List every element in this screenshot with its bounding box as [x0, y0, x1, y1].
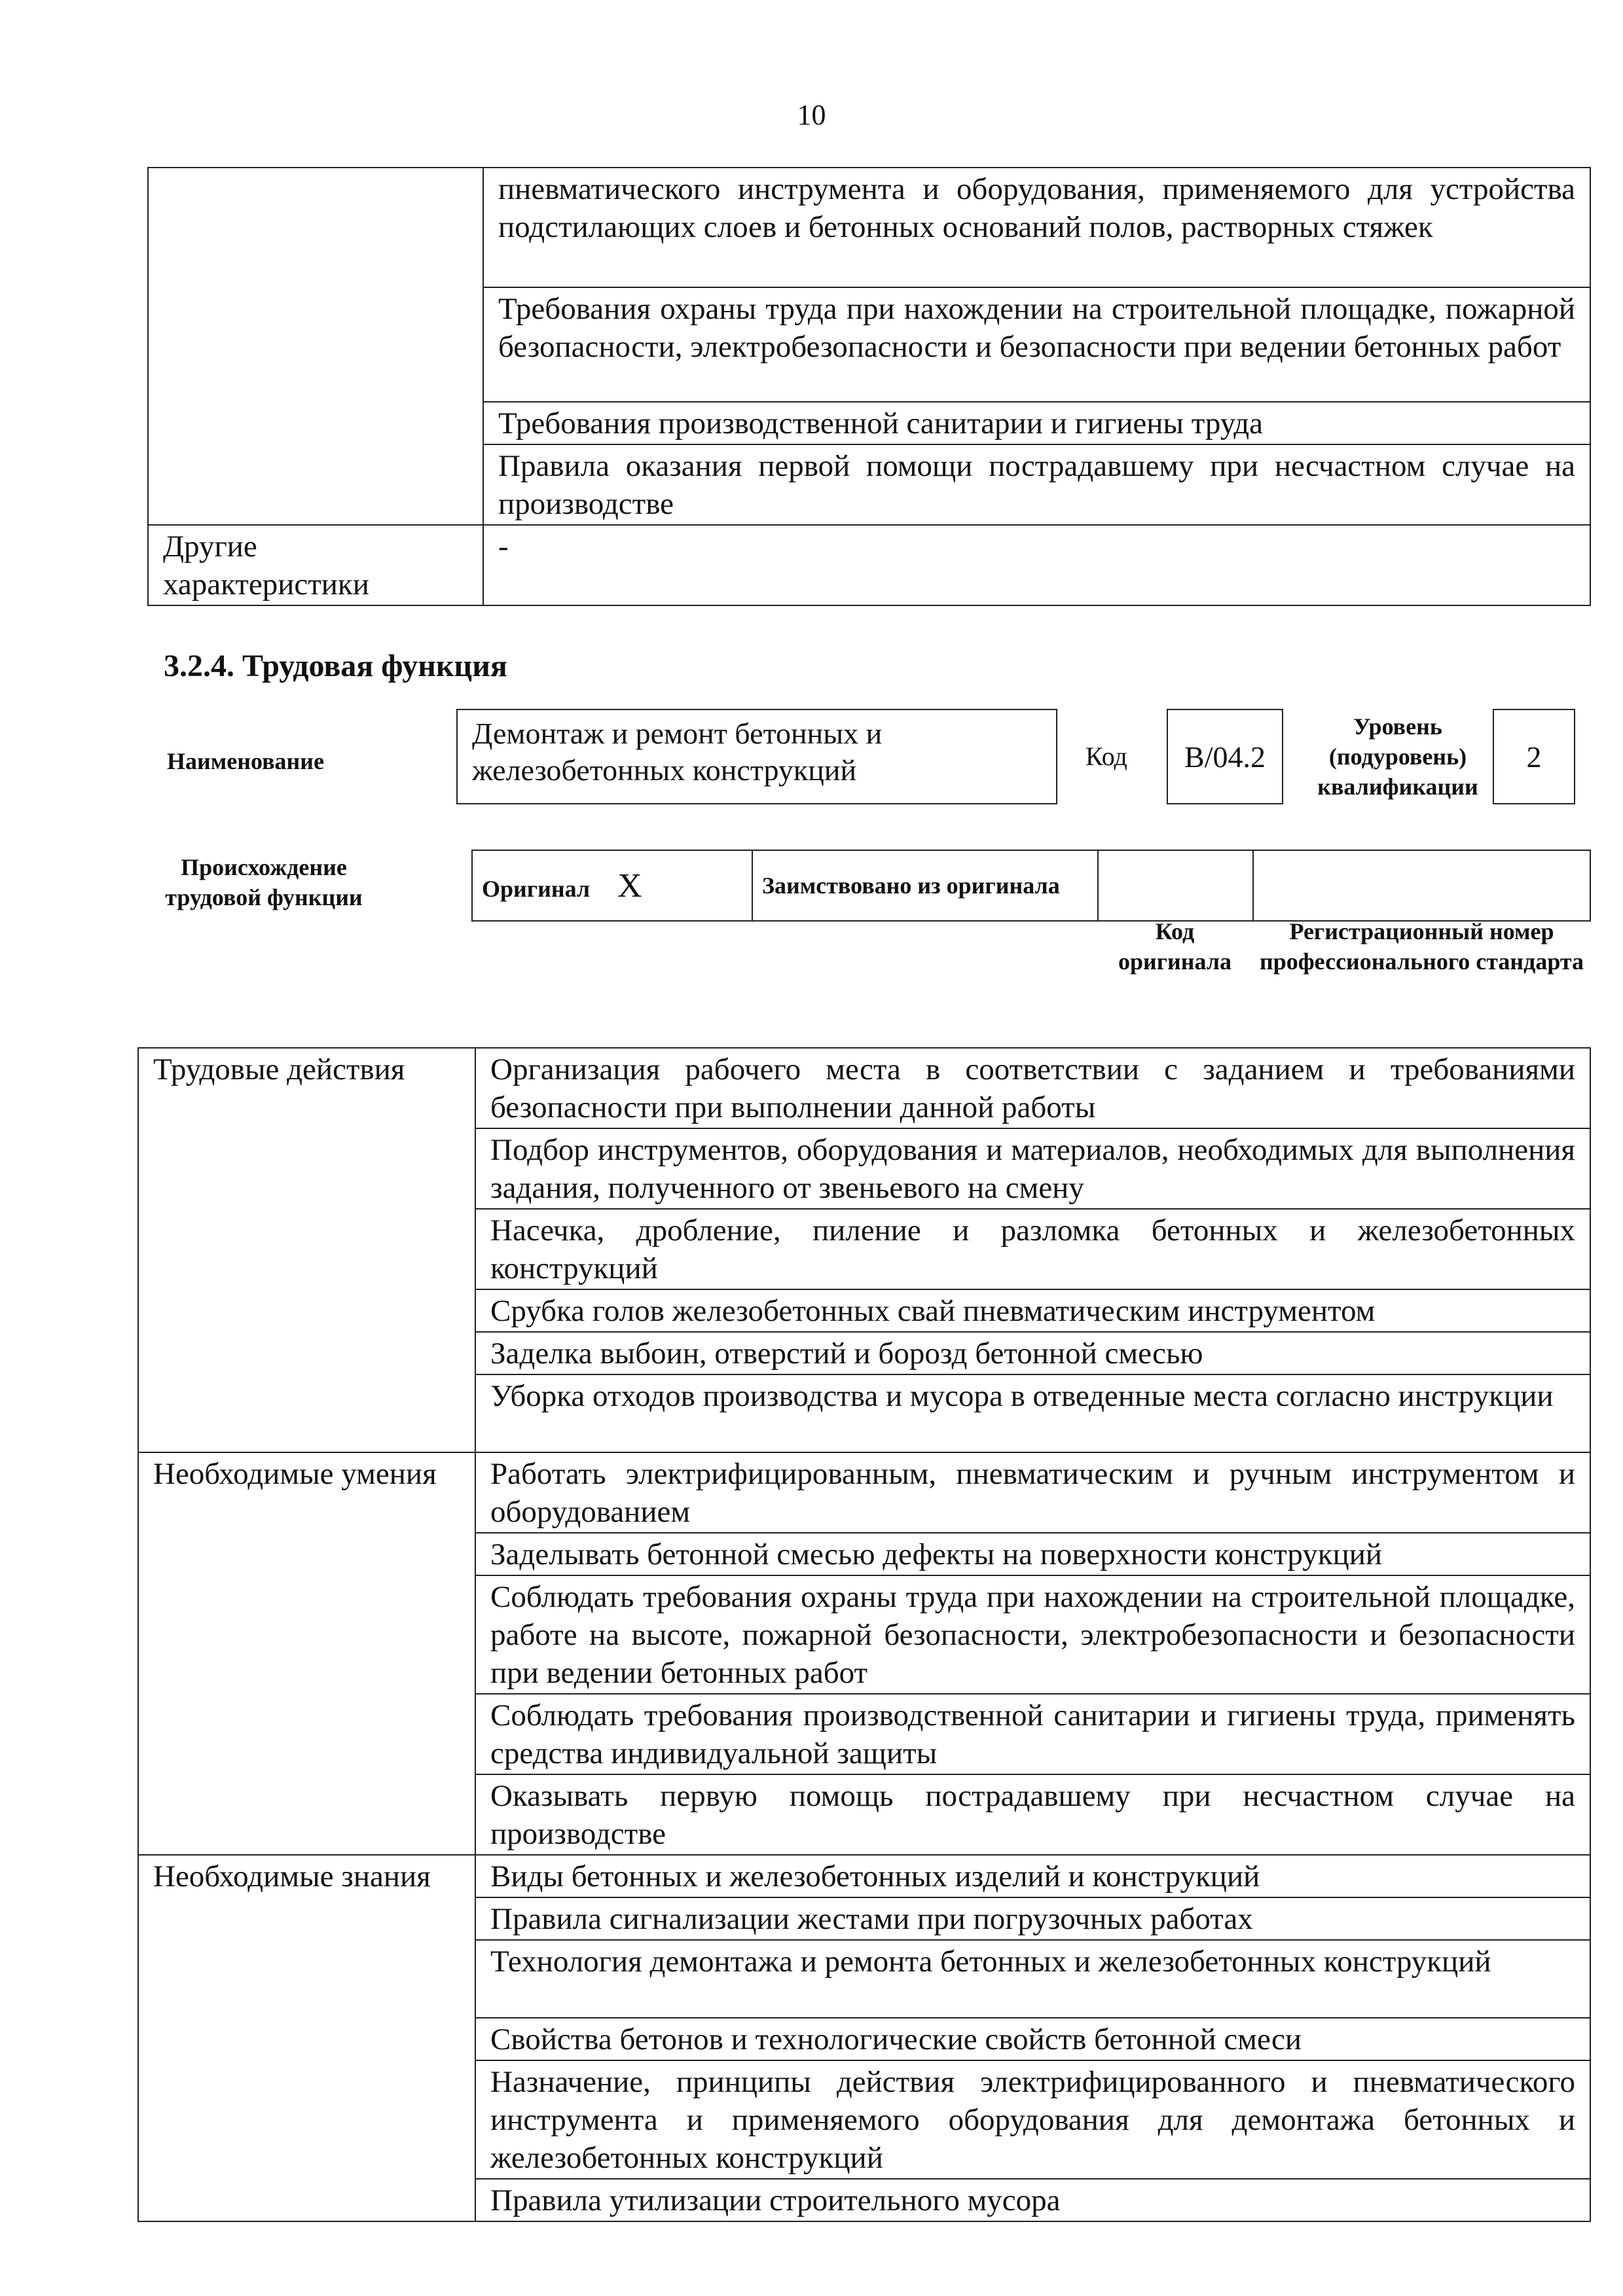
group-label-skills: Необходимые умения [138, 1452, 475, 1855]
table-row: Подбор инструментов, оборудования и материалов, необходимых для выполнения задания, полученного от звеньевого на смену [475, 1128, 1590, 1209]
table-row: Работать электрифицированным, пневматическим и ручным инструментом и оборудованием [475, 1452, 1590, 1533]
top-table-empty-label-cell [148, 168, 483, 525]
table-row: Срубка голов железобетонных свай пневматическим инструментом [475, 1289, 1590, 1332]
page-number: 10 [797, 99, 826, 131]
table-row: Соблюдать требования производственной санитарии и гигиены труда, применять средства индивидуальной защиты [475, 1694, 1590, 1774]
reg-number-caption: Регистрационный номер профессионального стандарта [1260, 918, 1584, 975]
group-label-knowledge: Необходимые знания [138, 1855, 475, 2221]
main-table [137, 1047, 1591, 2222]
top-table-row: Правила оказания первой помощи пострадавшему при несчастном случае на производстве [483, 444, 1590, 525]
table-row: Оказывать первую помощь пострадавшему при несчастном случае на производстве [475, 1774, 1590, 1855]
code-value-box: B/04.2 [1167, 709, 1283, 804]
function-name-box: Демонтаж и ремонт бетонных и железобетонных конструкций [456, 709, 1057, 804]
top-table-row: Требования охраны труда при нахождении на строительной площадке, пожарной безопасности, электробезопасности и безопасности при ведении бетонных работ [483, 287, 1590, 402]
top-table-row: Требования производственной санитарии и гигиены труда [483, 402, 1590, 444]
table-row: Назначение, принципы действия электрифицированного и пневматического инструмента и применяемого оборудования для демонтажа бетонных и железобетонных конструкций [475, 2060, 1590, 2179]
table-row: Насечка, дробление, пиление и разломка бетонных и железобетонных конструкций [475, 1209, 1590, 1289]
level-value-box: 2 [1493, 709, 1575, 804]
table-row: Правила сигнализации жестами при погрузочных работах [475, 1897, 1590, 1940]
origin-label: Происхождение трудовой функции [165, 854, 363, 910]
reg-number-cell [1253, 850, 1590, 921]
origin-table [471, 850, 1591, 922]
table-row: Соблюдать требования охраны труда при нахождении на строительной площадке, работе на высоте, пожарной безопасности, электробезопасности и безопасности при ведении бетонных работ [475, 1575, 1590, 1694]
group-label-actions: Трудовые действия [138, 1048, 475, 1452]
table-row: Заделывать бетонной смесью дефекты на поверхности конструкций [475, 1533, 1590, 1575]
original-mark: X [617, 867, 642, 905]
section-title: 3.2.4. Трудовая функция [164, 649, 507, 683]
code-original-caption: Код оригинала [1118, 918, 1232, 975]
origin-original-cell [472, 850, 752, 921]
table-row: Уборка отходов производства и мусора в отведенные места согласно инструкции [475, 1374, 1590, 1452]
top-table [147, 167, 1591, 606]
original-label: Оригинал [482, 875, 591, 902]
name-label: Наименование [167, 748, 324, 774]
table-row: Технология демонтажа и ремонта бетонных и железобетонных конструкций [475, 1940, 1590, 2018]
other-characteristics-value: - [483, 525, 1590, 605]
code-original-cell [1098, 850, 1253, 921]
level-label: Уровень (подуровень) квалификации [1317, 713, 1478, 800]
table-row: Организация рабочего места в соответствии с заданием и требованиями безопасности при выполнении данной работы [475, 1048, 1590, 1128]
table-row: Свойства бетонов и технологические свойств бетонной смеси [475, 2018, 1590, 2060]
top-table-row: пневматического инструмента и оборудования, применяемого для устройства подстилающих слоев и бетонных оснований полов, растворных стяжек [483, 168, 1590, 287]
table-row: Виды бетонных и железобетонных изделий и конструкций [475, 1855, 1590, 1897]
borrowed-label: Заимствовано из оригинала [752, 850, 1098, 921]
table-row: Заделка выбоин, отверстий и борозд бетонной смесью [475, 1332, 1590, 1374]
table-row: Правила утилизации строительного мусора [475, 2179, 1590, 2221]
code-label: Код [1085, 742, 1127, 771]
other-characteristics-label: Другие характеристики [148, 525, 483, 605]
